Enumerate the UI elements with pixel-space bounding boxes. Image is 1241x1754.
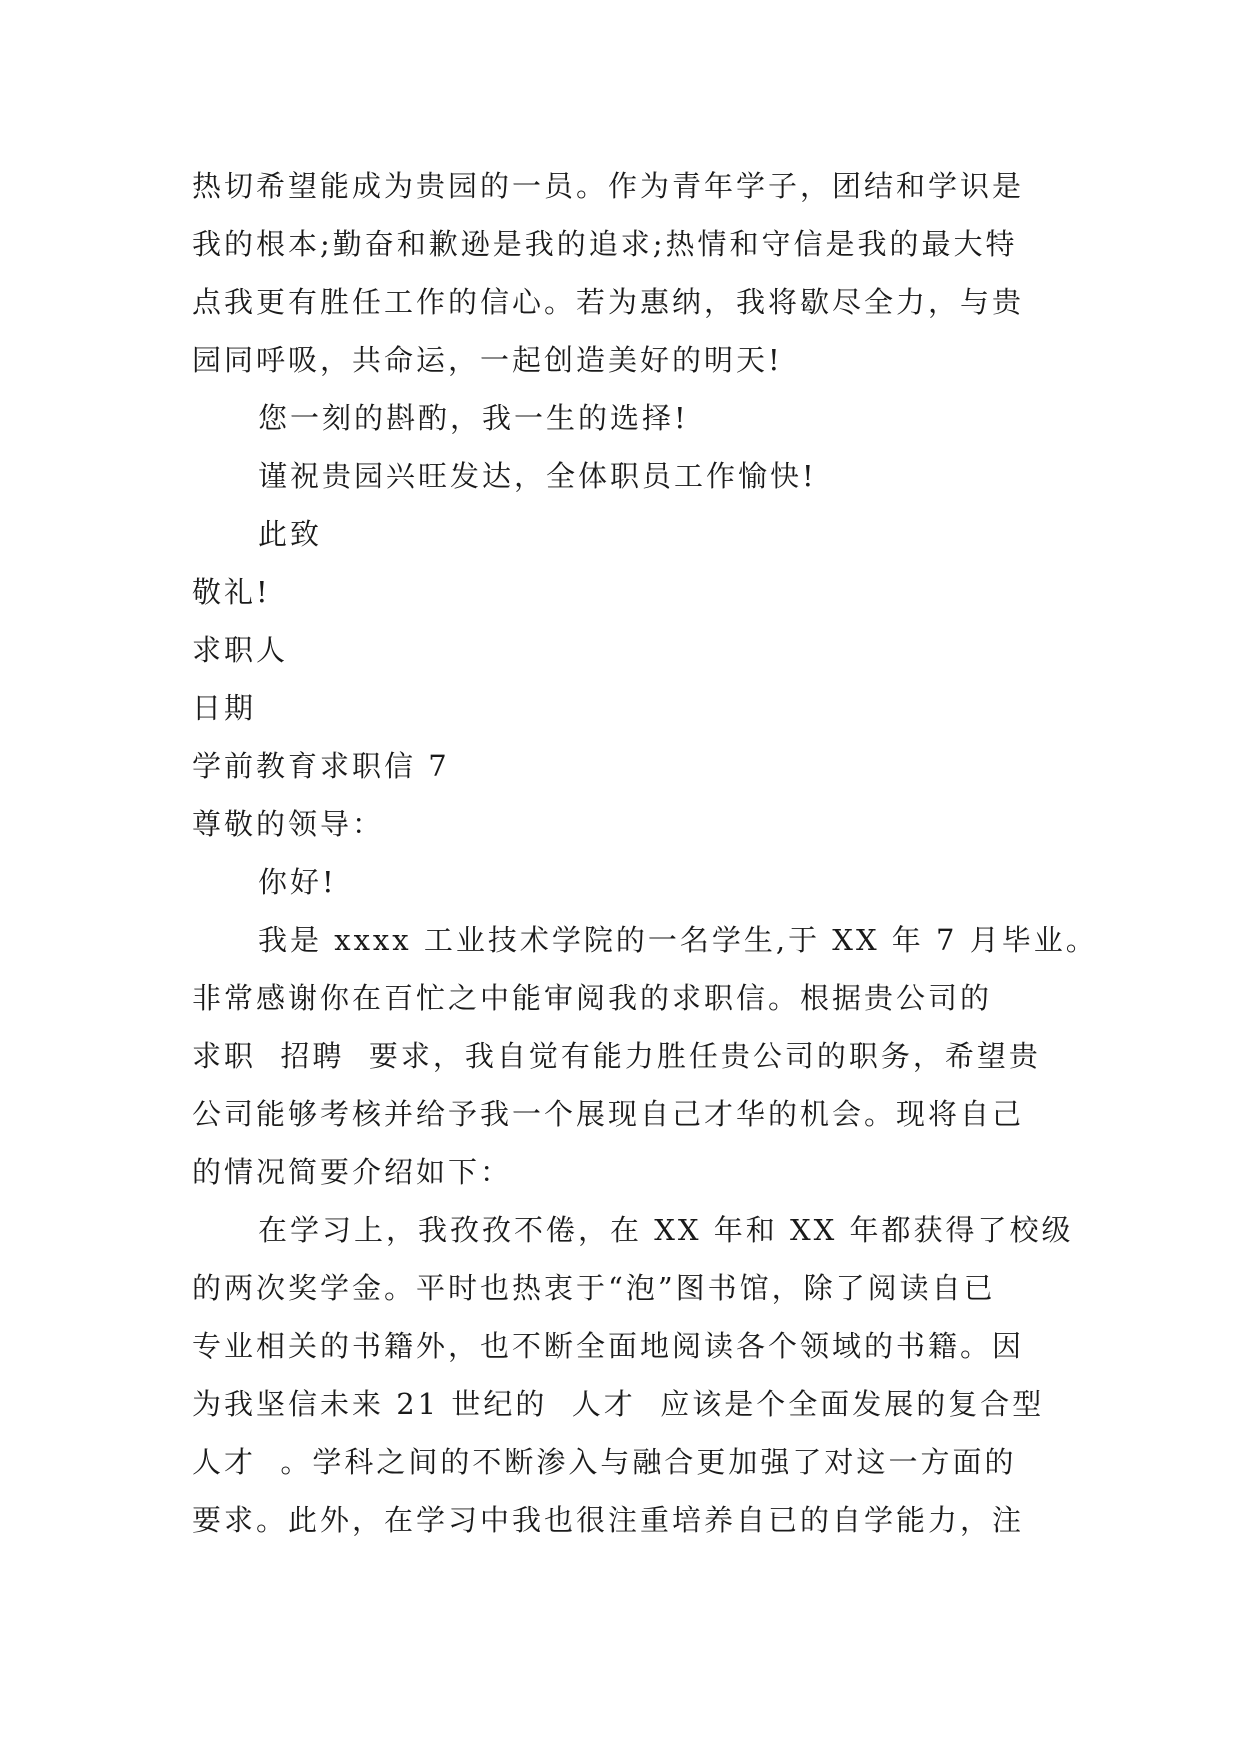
salutation-closing: 敬礼! <box>192 575 271 609</box>
paragraph-line: 园同呼吸，共命运，一起创造美好的明天! <box>192 343 783 377</box>
paragraph-line: 我的根本;勤奋和歉逊是我的追求;热情和守信是我的最大特 <box>192 227 1018 261</box>
section-title: 学前教育求职信 7 <box>192 749 450 783</box>
paragraph-line: 热切希望能成为贵园的一员。作为青年学子，团结和学识是 <box>192 169 1025 203</box>
paragraph-line: 在学习上，我孜孜不倦，在 XX 年和 XX 年都获得了校级 <box>258 1213 1074 1247</box>
paragraph-line: 公司能够考核并给予我一个展现自己才华的机会。现将自己 <box>192 1097 1025 1131</box>
paragraph-line: 人才 。学科之间的不断渗入与融合更加强了对这一方面的 <box>192 1445 1017 1479</box>
paragraph-line: 专业相关的书籍外，也不断全面地阅读各个领域的书籍。因 <box>192 1329 1025 1363</box>
paragraph-line: 的情况简要介绍如下： <box>192 1155 513 1189</box>
paragraph-line: 谨祝贵园兴旺发达，全体职员工作愉快! <box>258 459 817 493</box>
date-label: 日期 <box>192 691 257 725</box>
paragraph-line: 您一刻的斟酌，我一生的选择! <box>258 401 689 435</box>
paragraph-line: 非常感谢你在百忙之中能审阅我的求职信。根据贵公司的 <box>192 981 993 1015</box>
paragraph-line: 要求。此外，在学习中我也很注重培养自已的自学能力，注 <box>192 1503 1025 1537</box>
paragraph-line: 求职 招聘 要求，我自觉有能力胜任贵公司的职务，希望贵 <box>192 1039 1041 1073</box>
paragraph-line: 点我更有胜任工作的信心。若为惠纳，我将歇尽全力，与贵 <box>192 285 1025 319</box>
letter-greeting: 尊敬的领导： <box>192 807 385 841</box>
closing-phrase: 此致 <box>258 517 323 551</box>
paragraph-line: 我是 xxxx 工业技术学院的一名学生,于 XX 年 7 月毕业。 <box>258 923 1098 957</box>
paragraph-line: 为我坚信未来 21 世纪的 人才 应该是个全面发展的复合型 <box>192 1387 1045 1421</box>
letter-hello: 你好! <box>258 865 337 899</box>
signature-label: 求职人 <box>192 633 289 667</box>
paragraph-line: 的两次奖学金。平时也热衷于“泡”图书馆，除了阅读自已 <box>192 1271 996 1305</box>
